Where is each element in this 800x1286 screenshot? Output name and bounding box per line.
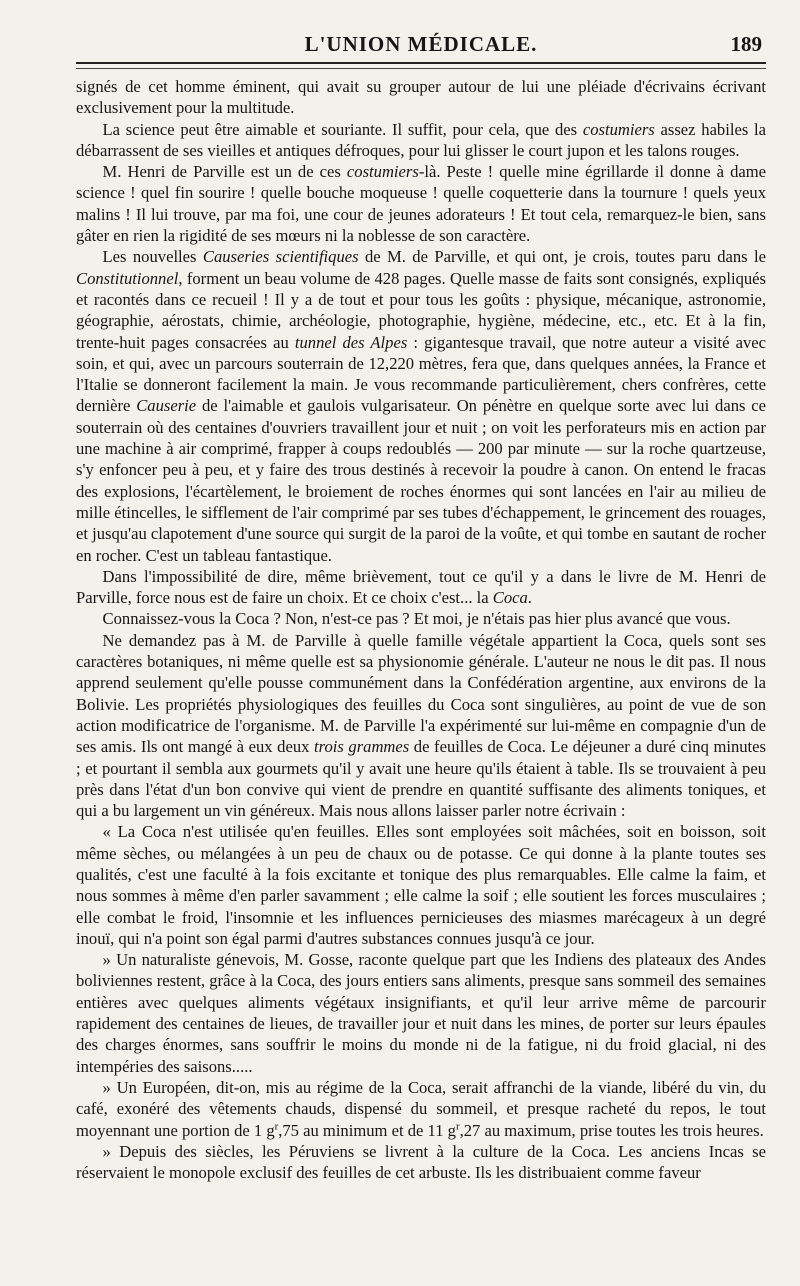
italic-text: Constitutionnel	[76, 268, 179, 288]
running-header	[76, 30, 766, 64]
text-run: ,75 au minimum et de 11 g	[278, 1120, 456, 1140]
text-run: » Un Européen, dit-on, mis au régime de la Coca, serait affranchi de la viande, libéré du vin, du café, exonéré des vêtements chauds, dispensé du sommeil, et presque racheté du repos, le tout moyennant une portion de 1 g	[76, 1077, 766, 1140]
text-run: de M. de Parville, et qui ont, je crois, toutes paru dans le	[358, 247, 766, 267]
text-run: La science peut être aimable et souriante. Il suffit, pour cela, que des	[102, 119, 583, 139]
italic-text: tunnel des Alpes	[294, 332, 408, 352]
paragraph	[76, 76, 766, 119]
text-run: de feuilles de Coca. Le déjeuner a duré cinq minutes ; et pourtant il sembla aux gourmets qu'il y avait une heure qu'ils étaient à table. Ils se trouvaient à peu près dans l'état d'un bon convive qui vient de prendre en quantité suffisante des aliments toniques, et qui a bu largement un vin généreux. Mais nous allons laisser parler notre écrivain :	[76, 737, 766, 821]
italic-text: trois grammes	[314, 737, 410, 757]
italic-text: Causeries scientifiques	[202, 247, 359, 267]
text-run: Les nouvelles	[102, 247, 203, 267]
text-run: Connaissez-vous la Coca ? Non, n'est-ce pas ? Et moi, je n'étais pas hier plus avancé que vous.	[102, 609, 731, 629]
italic-text: Coca	[492, 588, 528, 608]
superscript: r	[455, 1120, 460, 1133]
text-run: Dans l'impossibilité de dire, même brièvement, tout ce qu'il y a dans le livre de M. Henri de Parville, force nous est de faire un choix. Et ce choix c'est... la	[76, 566, 766, 608]
text-run: -là. Peste ! quelle mine égrillarde il donne à dame science ! quel fin sourire ! quelle bouche moqueuse ! quelle coquetterie dans la tournure ! quels yeux malins ! Il lui trouve, par ma foi, une cour de jeunes adorateurs ! Et tout cela, remarquez-le bien, sans gâter en rien la rigidité de ses mœurs ni la noblesse de son caractère.	[76, 162, 766, 246]
text-run: » Un naturaliste génevois, M. Gosse, raconte quelque part que les Indiens des plateaux des Andes boliviennes restent, grâce à la Coca, des jours entiers sans aliments, presque sans sommeil des semaines entières avec quelques aliments végétaux insignifiants, et qu'il leur arrive même de parcourir rapidement des centaines de lieues, de travailler jour et nuit dans les mines, de porter sur leurs épaules des charges énormes, sans souffrir le moins du monde ni de la fatigue, ni du froid glacial, ni des intempéries des saisons.....	[76, 950, 766, 1076]
superscript: r	[274, 1120, 279, 1133]
paragraph	[76, 1077, 766, 1141]
paragraph	[76, 821, 766, 949]
text-run: de l'aimable et gaulois vulgarisateur. On pénètre en quelque sorte avec lui dans ce souterrain où des centaines d'ouvriers travaillent jour et nuit ; on voit les perforateurs mis en action par une machine à air comprimé, frapper à coups redoublés — 200 par minute — sur la roche quartzeuse, s'y enfoncer peu à peu, et y faire des trous destinés à recevoir la poudre à canon. On entend le fracas des explosions, l'écartèlement, le broiement de roches énormes qui sont lancées en l'air au milieu de mille étincelles, le sifflement de l'air comprimé par ses tubes d'échappement, le grincement des rouages, et jusqu'au clapotement d'une source qui surgit de la paroi de la voûte, et qui tombe en sautant de rocher en rocher. C'est un tableau fantastique.	[76, 396, 767, 565]
paragraph	[76, 630, 766, 822]
paragraph	[76, 246, 766, 565]
paragraph	[76, 566, 766, 609]
text-run: M. Henri de Parville est un de ces	[102, 162, 347, 182]
text-run: , forment un beau volume de 428 pages. Quelle masse de faits sont consignés, expliqués et racontés dans ce recueil ! Il y a de tout et pour tous les goûts : physique, mécanique, astronomie, géographie, aérostats, chimie, archéologie, photographie, hygiène, médecine, etc., etc. Et à la fin, trente-huit pages consacrées au	[76, 268, 766, 352]
text-run: » Depuis des siècles, les Péruviens se livrent à la culture de la Coca. Les anciens Incas se réservaient le monopole exclusif des feuilles de cet arbuste. Ils les distribuaient comme faveur	[76, 1141, 766, 1183]
italic-text: costumiers	[346, 162, 419, 182]
paragraph	[76, 949, 766, 1077]
paragraph	[76, 161, 766, 246]
text-run: : gigantesque travail, que notre auteur a visité avec soin, et qui, avec un parcours souterrain de 12,220 mètres, fera que, dans quelques années, la France et l'Italie se donneront facilement la main. Je vous recommande particulièrement, chers confrères, cette dernière	[76, 332, 766, 416]
page-number: 189	[730, 32, 762, 56]
journal-title: L'UNION MÉDICALE.	[304, 32, 538, 56]
paragraph	[76, 119, 766, 162]
article-body	[76, 76, 766, 1183]
italic-text: Causerie	[136, 396, 197, 416]
text-run: Ne demandez pas à M. de Parville à quelle famille végétale appartient la Coca, quels sont ses caractères botaniques, ni même quelle est sa physionomie générale. L'auteur ne nous le dit pas. Il nous apprend seulement qu'elle pousse communément dans la Confédération argentine, aux environs de la Bolivie. Les propriétés physiologiques des feuilles du Coca sont singulières, au point de vue de son action modificatrice de l'organisme. M. de Parville l'a expérimenté sur lui-même en compagnie d'un de ses amis. Ils ont mangé à eux deux	[76, 630, 766, 757]
text-run: assez habiles la débarrassent de ses vieilles et antiques défroques, pour lui glisser le court jupon et les talons rouges.	[76, 119, 766, 160]
header-rule	[76, 68, 766, 69]
text-run: .	[527, 588, 532, 608]
paragraph	[76, 1141, 766, 1184]
italic-text: costumiers	[582, 119, 655, 139]
text-run: ,27 au maximum, prise toutes les trois heures.	[459, 1120, 764, 1140]
paragraph	[76, 608, 766, 629]
text-run: signés de cet homme éminent, qui avait su grouper autour de lui une pléiade d'écrivains écrivant exclusivement pour la multitude.	[76, 77, 766, 118]
text-run: « La Coca n'est utilisée qu'en feuilles. Elles sont employées soit mâchées, soit en boisson, soit même sèches, ou mélangées à un peu de chaux ou de potasse. Ce qui donne à la plante toutes ses qualités, c'est une faculté à la fois excitante et tonique des plus remarquables. Elle calme la faim, et nous sommes à même d'en parler savamment ; elle calme la soif ; elle soutient les forces musculaires ; elle combat le froid, l'insomnie et les influences pernicieuses des miasmes marécageux à un degré inouï, qui n'a point son égal parmi d'autres substances connues jusqu'à ce jour.	[76, 822, 766, 948]
